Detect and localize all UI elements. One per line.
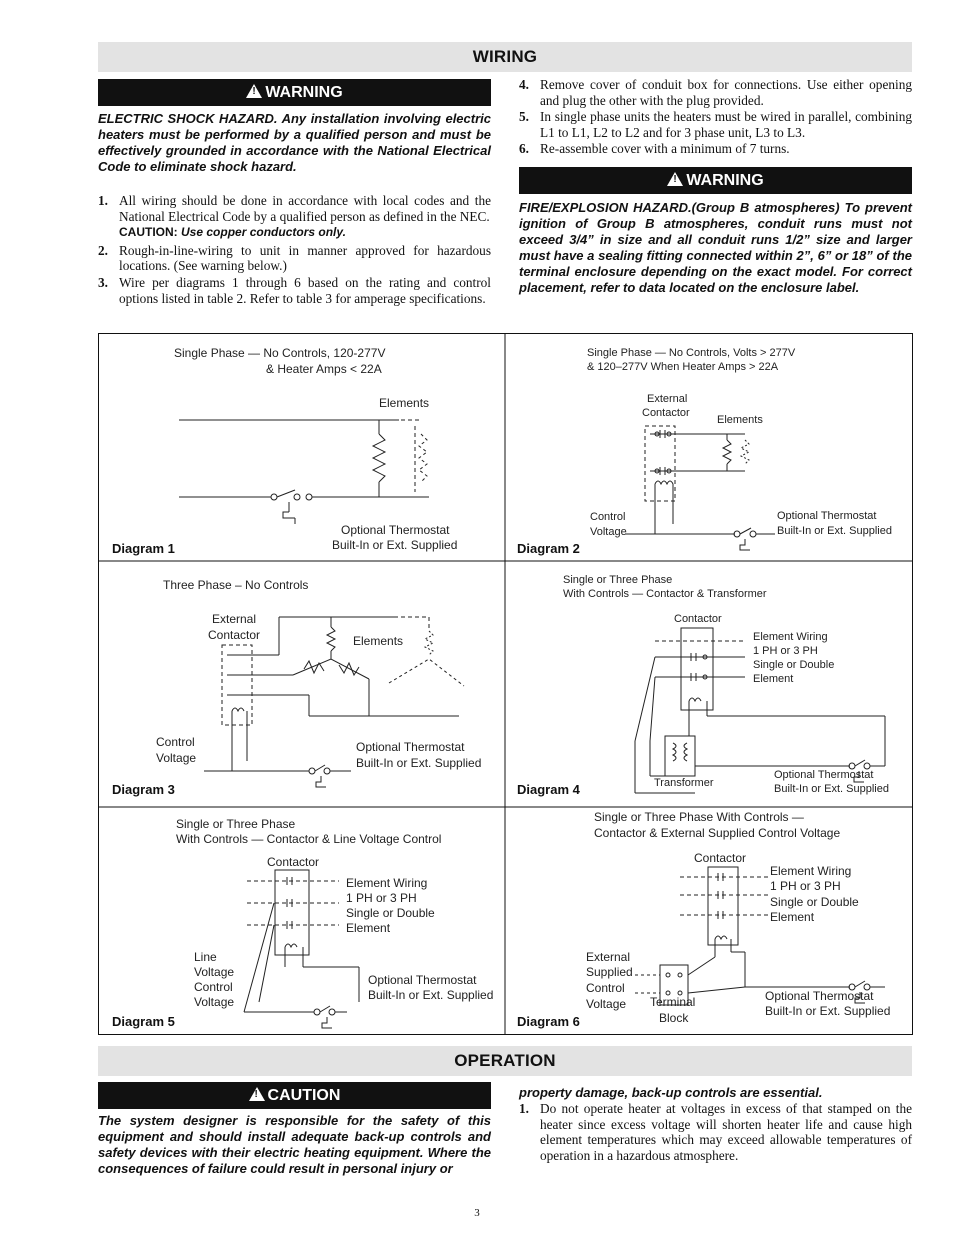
item-number: 1. (519, 1101, 529, 1116)
wiring-steps-left (98, 193, 491, 307)
d6-terminal-label: Terminal (650, 995, 696, 1009)
d5-element-wiring-line3: Single or Double (346, 906, 435, 920)
diagram-6 (505, 807, 912, 1034)
caution-triangle-icon (249, 1087, 265, 1101)
d5-element-wiring-line1: Element Wiring (346, 876, 428, 890)
warning-banner-shock (98, 79, 491, 106)
d2-thermostat-line2: Built-In or Ext. Supplied (777, 525, 892, 537)
d2-voltage-label: Voltage (590, 526, 627, 538)
item-text: In single phase units the heaters must be wired in parallel, combining L1 to L1, L2 to L2 and for 3 phase unit, L3 to L3. (540, 109, 912, 140)
item-text: Do not operate heater at voltages in excess of that stamped on the heater since excess voltage will shorten heater life and cause high element temperatures which may exceed allowable temperatures of operation in a hazardous atmosphere. (540, 1101, 912, 1163)
page-number: 3 (474, 1207, 480, 1219)
d4-thermostat-line1: Optional Thermostat (774, 769, 874, 781)
d3-contactor-label: Contactor (208, 628, 261, 642)
wiring-section-header (98, 42, 912, 72)
d5-label: Diagram 5 (112, 1014, 175, 1029)
list-item (519, 1101, 912, 1163)
d5-voltage-label: Voltage (194, 965, 235, 979)
item-text: Remove cover of conduit box for connections. Use either opening and plug the other with the plug provided. (540, 77, 912, 108)
d4-element-wiring-line3: Single or Double (753, 659, 835, 671)
item-text: Wire per diagrams 1 through 6 based on the rating and control options listed in table 2. Refer to table 3 for amperage specifications. (119, 274, 491, 306)
d2-label: Diagram 2 (517, 541, 580, 556)
list-item (98, 243, 491, 274)
d4-title-line1: Single or Three Phase (563, 574, 673, 586)
diagram-2 (505, 334, 912, 561)
warning-triangle-icon (246, 84, 262, 98)
d6-supplied-label: Supplied (586, 965, 633, 979)
d5-thermostat-line1: Optional Thermostat (368, 973, 477, 987)
d6-contactor-label: Contactor (694, 851, 747, 865)
d3-thermostat-line1: Optional Thermostat (356, 740, 465, 754)
d5-thermostat-line2: Built-In or Ext. Supplied (368, 988, 494, 1002)
operation-title: OPERATION (454, 1051, 556, 1070)
d2-thermostat-line1: Optional Thermostat (777, 510, 877, 522)
list-item (98, 275, 491, 306)
caution-banner (98, 1082, 491, 1109)
d6-title-line1: Single or Three Phase With Controls — (594, 810, 804, 824)
item-text: Re-assemble cover with a minimum of 7 turns. (540, 141, 790, 157)
item-number: 5. (519, 109, 529, 125)
item-number: 3. (98, 274, 108, 290)
d5-title-line1: Single or Three Phase (176, 817, 296, 831)
d6-thermostat-line1: Optional Thermostat (765, 989, 874, 1003)
caution-text-continued: property damage, back-up controls are essential. (519, 1085, 823, 1100)
caution-label: CAUTION (267, 1087, 341, 1104)
d6-element-wiring-line2: 1 PH or 3 PH (770, 879, 841, 893)
d4-transformer-label: Transformer (654, 777, 714, 789)
operation-steps (519, 1101, 912, 1164)
d3-control-label: Control (156, 735, 195, 749)
wiring-title: WIRING (472, 47, 538, 66)
item-number: 1. (98, 193, 108, 208)
d6-voltage-label: Voltage (586, 997, 627, 1011)
copper-caution-note (98, 225, 491, 241)
d4-element-wiring-line1: Element Wiring (753, 631, 828, 643)
operation-section-header (98, 1046, 912, 1076)
diagram-5 (99, 807, 505, 1034)
d2-external-label: External (647, 393, 688, 405)
d6-thermostat-line2: Built-In or Ext. Supplied (765, 1004, 891, 1018)
list-item (519, 109, 912, 140)
d4-contactor-label: Contactor (674, 613, 722, 625)
d3-title: Three Phase – No Controls (163, 578, 309, 592)
d1-title-line2: & Heater Amps < 22A (266, 362, 382, 376)
d1-thermostat-line1: Optional Thermostat (341, 523, 450, 537)
item-number: 6. (519, 141, 529, 157)
warning-banner-fire (519, 167, 912, 194)
d2-control-label: Control (590, 511, 626, 523)
d6-element-wiring-line1: Element Wiring (770, 864, 852, 878)
warning-label: WARNING (686, 172, 764, 189)
d2-title-line1: Single Phase — No Controls, Volts > 277V (587, 347, 796, 359)
d5-voltage-label-2: Voltage (194, 995, 235, 1009)
item-number: 2. (98, 242, 108, 258)
d5-contactor-label: Contactor (267, 855, 320, 869)
diagram-1 (99, 334, 505, 561)
d6-element-wiring-line3: Single or Double (770, 895, 859, 909)
d5-line-label: Line (194, 950, 217, 964)
d1-thermostat-line2: Built-In or Ext. Supplied (332, 538, 458, 552)
diagram-3 (99, 561, 505, 807)
d1-elements-label: Elements (379, 396, 430, 410)
d6-label: Diagram 6 (517, 1014, 580, 1029)
d6-element-wiring-line4: Element (770, 910, 815, 924)
diagram-4 (505, 561, 912, 807)
list-item (519, 77, 912, 108)
warning-label: WARNING (265, 84, 343, 101)
wiring-steps-right (519, 77, 912, 158)
d3-voltage-label: Voltage (156, 751, 197, 765)
d3-elements-label: Elements (353, 634, 404, 648)
d2-title-line2: & 120–277V When Heater Amps > 22A (587, 361, 779, 373)
item-number: 4. (519, 77, 529, 92)
fire-hazard-text: FIRE/EXPLOSION HAZARD.(Group B atmospheres) To prevent ignition of Group B atmospheres, conduit runs must not exceed 3/4” in size and all conduit runs 1/2” size and larger must have a sealing fitting connected within 2”, 6” or 18” of the terminal enclosure depending on the exact model. For correct placement, refer to data located on the enclosure label. (519, 200, 912, 295)
item-text: Rough-in-line-wiring to unit in manner approved for hazardous locations. (See warning below.) (119, 242, 491, 274)
d1-title-line1: Single Phase — No Controls, 120-277V (174, 346, 386, 360)
list-item (519, 141, 912, 157)
list-item (98, 193, 491, 224)
d6-external-label: External (586, 950, 631, 964)
warning-triangle-icon (667, 172, 683, 186)
d4-label: Diagram 4 (517, 782, 580, 797)
d5-control-label: Control (194, 980, 233, 994)
d5-element-wiring-line4: Element (346, 921, 391, 935)
caution-note-label: CAUTION: (119, 225, 178, 240)
d1-label: Diagram 1 (112, 541, 175, 556)
d2-contactor-label: Contactor (642, 407, 690, 419)
d4-element-wiring-line2: 1 PH or 3 PH (753, 645, 818, 657)
item-text: All wiring should be done in accordance with local codes and the National Electrical Code by a qualified person as defined in the NEC. (119, 193, 491, 224)
d5-element-wiring-line2: 1 PH or 3 PH (346, 891, 417, 905)
d6-control-label: Control (586, 981, 625, 995)
caution-note-text: Use copper conductors only. (181, 225, 346, 240)
d4-element-wiring-line4: Element (753, 673, 794, 685)
d6-block-label: Block (659, 1011, 689, 1025)
d4-thermostat-line2: Built-In or Ext. Supplied (774, 783, 889, 795)
d3-label: Diagram 3 (112, 782, 175, 797)
caution-text: The system designer is responsible for the safety of this equipment and should install adequate back-up controls and safety devices with their electric heating equipment. Where the consequences of failure could result in personal injury or (98, 1113, 491, 1176)
d3-thermostat-line2: Built-In or Ext. Supplied (356, 756, 482, 770)
d3-external-label: External (212, 612, 257, 626)
d4-title-line2: With Controls — Contactor & Transformer (563, 588, 767, 600)
d2-elements-label: Elements (717, 414, 763, 426)
d5-title-line2: With Controls — Contactor & Line Voltage Control (176, 832, 442, 846)
shock-hazard-text: ELECTRIC SHOCK HAZARD. Any installation involving electric heaters must be performed by a qualified person and must be effectively grounded in accordance with the National Electrical Code to eliminate shock hazard. (98, 111, 491, 174)
wiring-diagrams-grid (98, 333, 913, 1035)
d6-title-line2: Contactor & External Supplied Control Voltage (594, 826, 841, 840)
